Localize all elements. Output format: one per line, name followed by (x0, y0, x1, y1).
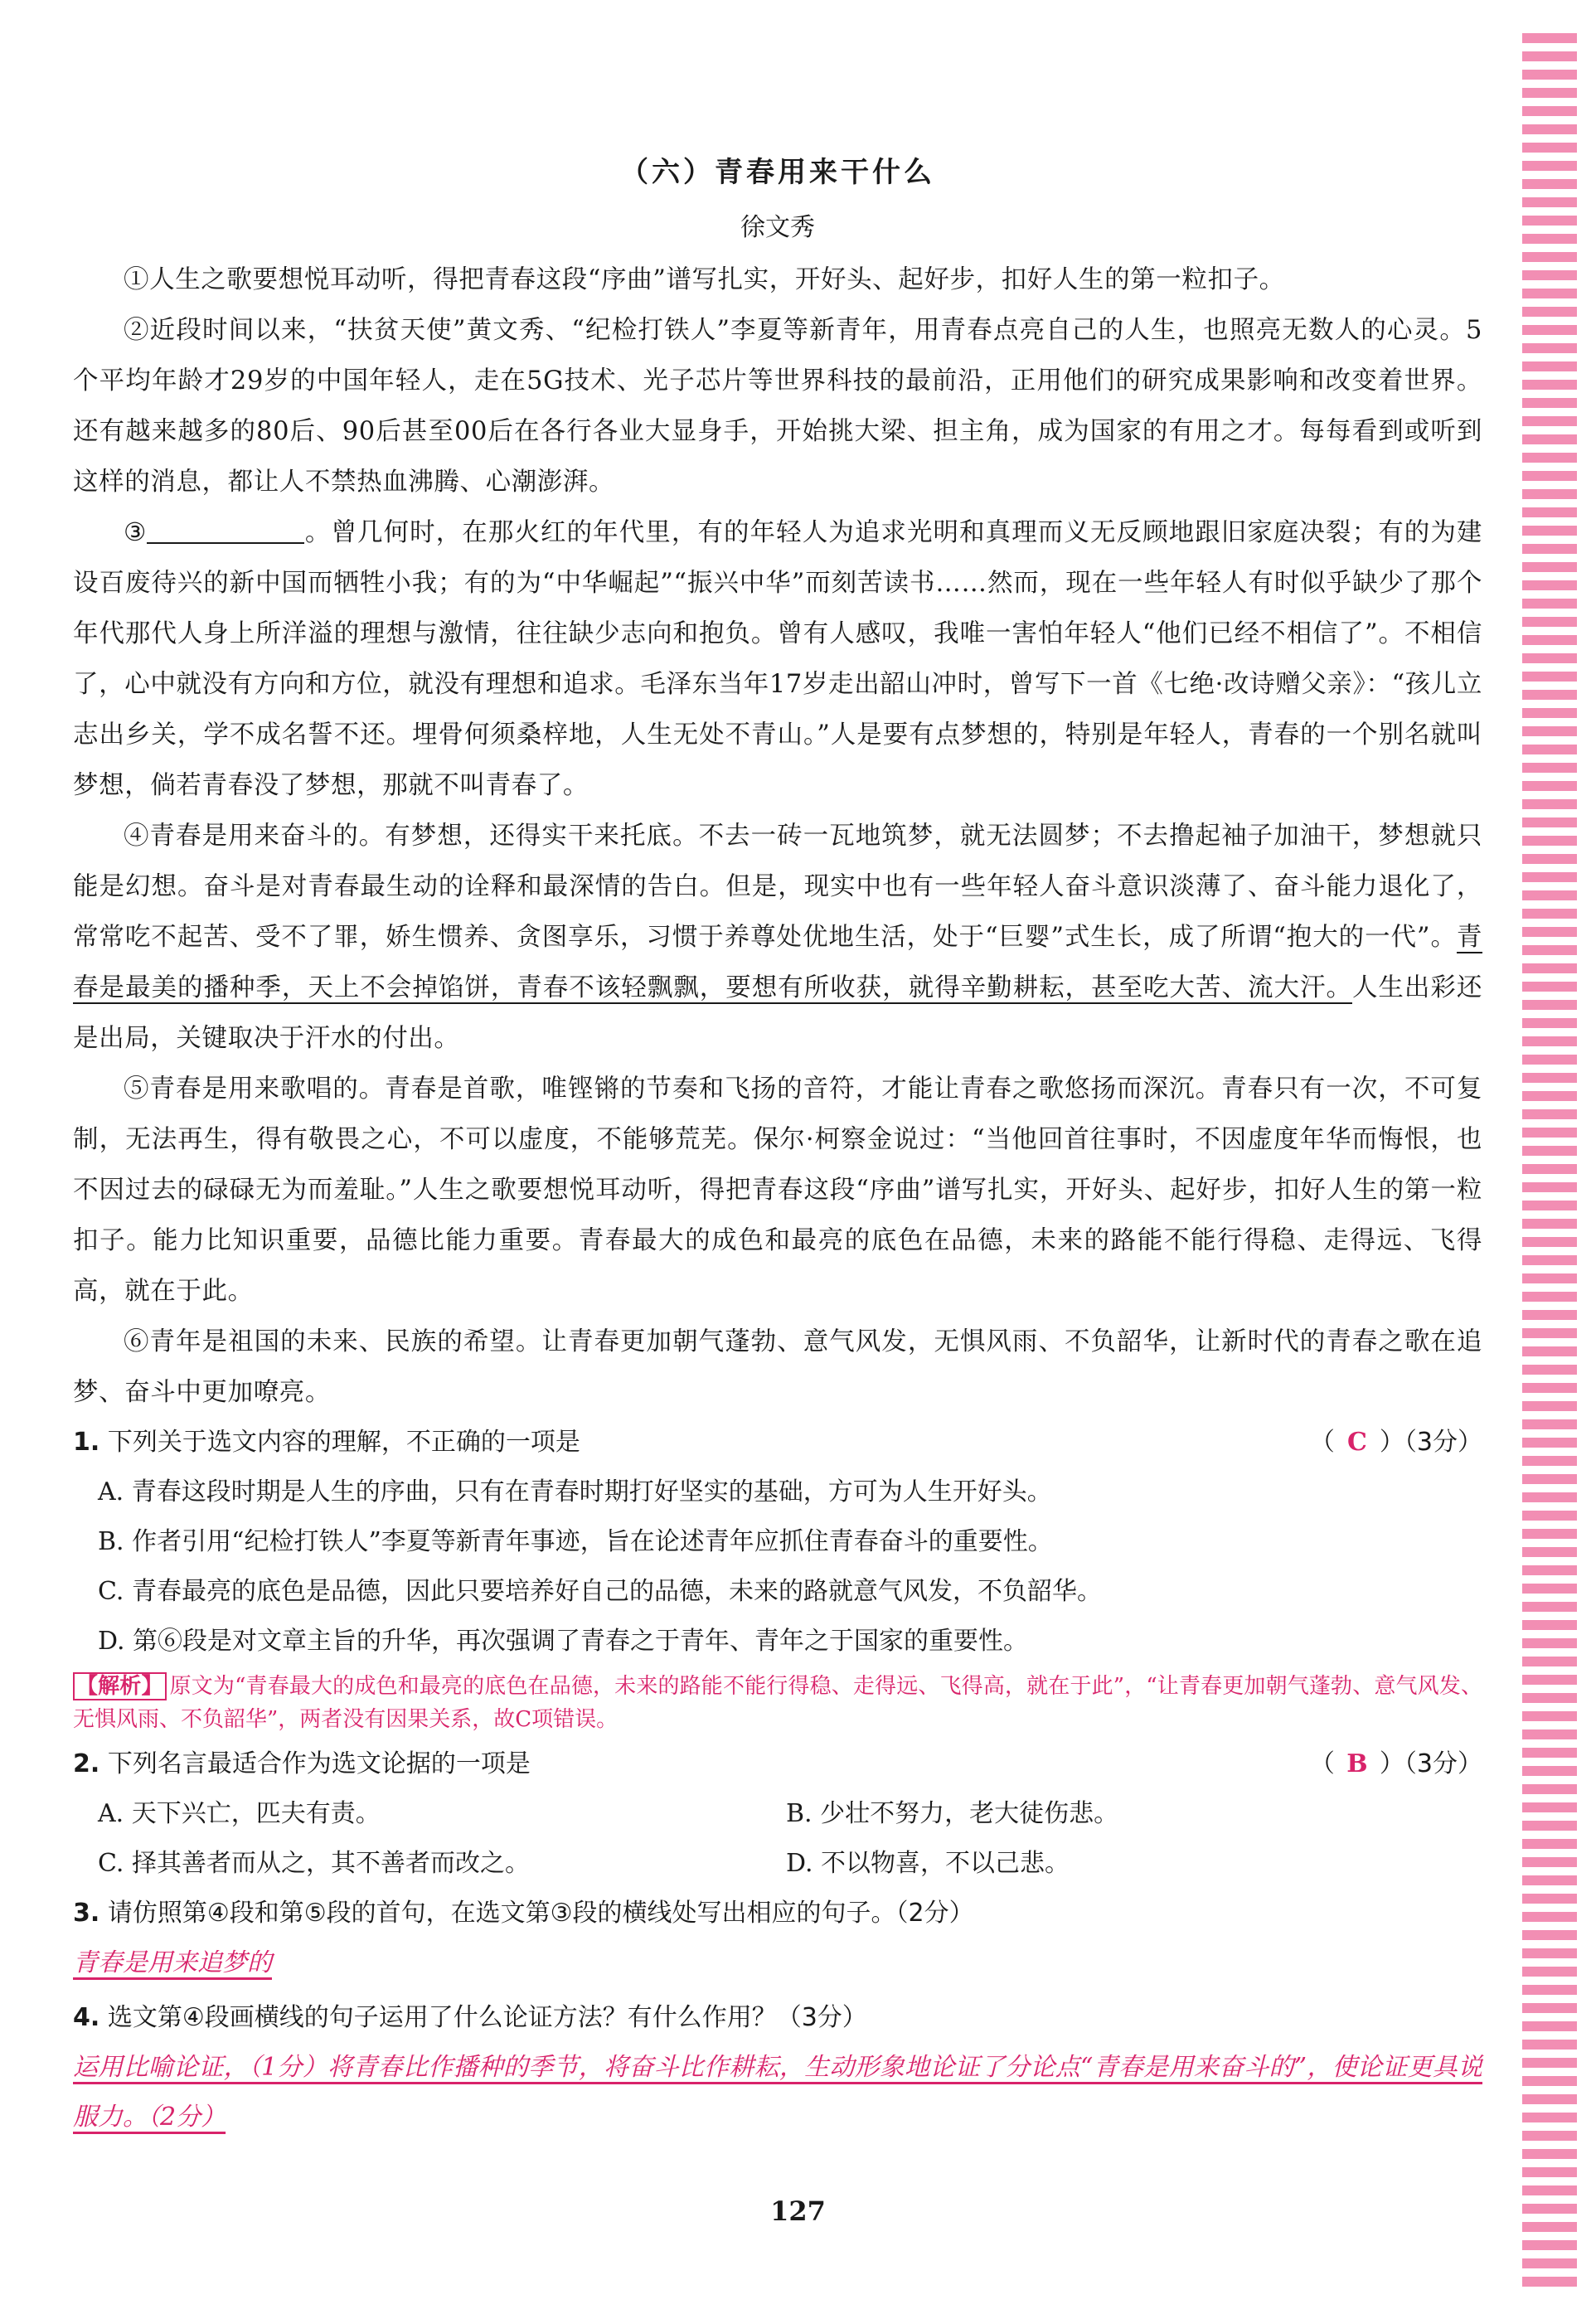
underlined-sentence: 青春是最美的播种季，天上不会掉馅饼，青春不该轻飘飘，要想有所收获，就得辛勤耕耘，甚至吃大苦、流大汗。 (73, 923, 1482, 1002)
question-text: 请仿照第④段和第⑤段的首句，在选文第③段的横线处写出相应的句子。（2分） (107, 1899, 974, 1928)
paragraph-4-text-a: ④青春是用来奋斗的。有梦想，还得实干来托底。不去一砖一瓦地筑梦，就无法圆梦；不去撸起袖子加油干，梦想就只能是幻想。奋斗是对青春最生动的诠释和最深情的告白。但是，现实中也有一些年轻人奋斗意识淡薄了、奋斗能力退化了，常常吃不起苦、受不了罪，娇生惯养、贪图享乐，习惯于养尊处优地生活，处于“巨婴”式生长，成了所谓“抱大的一代”。 (73, 822, 1482, 952)
answer-bracket (1310, 1418, 1482, 1467)
option-a: A. 天下兴亡，匹夫有责。 (98, 1799, 381, 1828)
paren-open: （ (1309, 1428, 1335, 1457)
decorative-stripe-bar (1522, 33, 1577, 2288)
question-3 (73, 1889, 1482, 1938)
article-title: （六）青春用来干什么 (620, 156, 935, 189)
answer-choice: C (1346, 1428, 1367, 1457)
fill-blank-line (147, 517, 304, 545)
analysis-text: 原文为“青春最大的成色和最亮的底色在品德，未来的路能不能行得稳、走得远、飞得高，就在于此”，“让青春更加朝气蓬勃、意气风发、无惧风雨、不负韶华”，两者没有因果关系，故C项错误。 (73, 1674, 1482, 1732)
options-row-2 (73, 1839, 1482, 1889)
question-2 (73, 1739, 1482, 1789)
answer-3: 青春是用来追梦的 (73, 1948, 272, 1977)
option-c: C. 青春最亮的底色是品德，因此只要培养好自己的品德，未来的路就意气风发，不负韶华。 (98, 1577, 1102, 1606)
question-number: 2. (73, 1749, 100, 1778)
paragraph-3 (73, 507, 1482, 811)
option-b: B. 作者引用“纪检打铁人”李夏等新青年事迹，旨在论述青年应抓住青春奋斗的重要性。 (98, 1527, 1053, 1556)
question-number: 3. (73, 1899, 100, 1928)
option-d: D. 第⑥段是对文章主旨的升华，再次强调了青春之于青年、青年之于国家的重要性。 (98, 1627, 1029, 1656)
option-d: D. 不以物喜，不以己悲。 (786, 1849, 1070, 1878)
option-b: B. 少壮不努力，老大徒伤悲。 (786, 1799, 1119, 1828)
paragraph-4-text-b: 人生出彩还是出局，关键取决于汗水的付出。 (73, 973, 1482, 1053)
option-c: C. 择其善者而从之，其不善者而改之。 (98, 1849, 530, 1878)
answer-bracket (1310, 1739, 1482, 1789)
option-a: A. 青春这段时期是人生的序曲，只有在青春时期打好坚实的基础，方可为人生开好头。 (98, 1477, 1052, 1506)
page-content (73, 149, 1482, 2147)
paragraph-4 (73, 811, 1482, 1064)
answer-choice: B (1346, 1749, 1368, 1778)
question-4 (73, 1993, 1482, 2043)
question-number: 4. (73, 2003, 100, 2032)
paragraph-3-text: 。曾几何时，在那火红的年代里，有的年轻人为追求光明和真理而义无反顾地跟旧家庭决裂；有的为建设百废待兴的新中国而牺牲小我；有的为“中华崛起”“振兴中华”而刻苦读书……然而，现在一些年轻人有时似乎缺少了那个年代那代人身上所洋溢的理想与激情，往往缺少志向和抱负。曾有人感叹，我唯一害怕年轻人“他们已经不相信了”。不相信了，心中就没有方向和方位，就没有理想和追求。毛泽东当年17岁走出韶山冲时，曾写下一首《七绝·改诗赠父亲》：“孩儿立志出乡关，学不成名誓不还。埋骨何须桑梓地，人生无处不青山。”人是要有点梦想的，特别是年轻人，青春的一个别名就叫梦想，倘若青春没了梦想，那就不叫青春了。 (73, 518, 1482, 800)
paren-close-score: ）（3分） (1379, 1428, 1482, 1457)
paragraph-5: ⑤青春是用来歌唱的。青春是首歌，唯铿锵的节奏和飞扬的音符，才能让青春之歌悠扬而深沉。青春只有一次，不可复制，无法再生，得有敬畏之心，不可以虚度，不能够荒芜。保尔·柯察金说过：“当他回首往事时，不因虚度年华而悔恨，也不因过去的碌碌无为而羞耻。”人生之歌要想悦耳动听，得把青春这段“序曲”谱写扎实，开好头、起好步，扣好人生的第一粒扣子。能力比知识重要，品德比能力重要。青春最大的成色和最亮的底色在品德，未来的路能不能行得稳、走得远、飞得高，就在于此。 (73, 1075, 1482, 1306)
article-author: 徐文秀 (740, 213, 815, 242)
paragraph-6: ⑥青年是祖国的未来、民族的希望。让青春更加朝气蓬勃、意气风发，无惧风雨、不负韶华，让新时代的青春之歌在追梦、奋斗中更加嘹亮。 (73, 1327, 1482, 1407)
analysis-tag: 【解析】 (73, 1672, 167, 1700)
page-number: 127 (770, 2195, 826, 2227)
paren-close-score: ）（3分） (1379, 1749, 1482, 1778)
question-text: 选文第④段画横线的句子运用了什么论证方法？有什么作用？（3分） (107, 2003, 867, 2032)
options-row-1 (73, 1789, 1482, 1839)
question-text: 下列关于选文内容的理解，不正确的一项是 (107, 1428, 580, 1457)
analysis-block (73, 1670, 1482, 1736)
paragraph-3-number: ③ (124, 518, 148, 547)
answer-4: 运用比喻论证，（1分）将青春比作播种的季节，将奋斗比作耕耘，生动形象地论证了分论点“青春是用来奋斗的”，使论证更具说服力。（2分） (73, 2053, 1482, 2132)
paren-open: （ (1309, 1749, 1335, 1778)
question-1 (73, 1418, 1482, 1467)
question-number: 1. (73, 1428, 100, 1457)
paragraph-2: ②近段时间以来，“扶贫天使”黄文秀、“纪检打铁人”李夏等新青年，用青春点亮自己的人生，也照亮无数人的心灵。5个平均年龄才29岁的中国年轻人，走在5G技术、光子芯片等世界科技的最前沿，正用他们的研究成果影响和改变着世界。还有越来越多的80后、90后甚至00后在各行各业大显身手，开始挑大梁、担主角，成为国家的有用之才。每每看到或听到这样的消息，都让人不禁热血沸腾、心潮澎湃。 (73, 316, 1482, 497)
question-text: 下列名言最适合作为选文论据的一项是 (107, 1749, 531, 1778)
paragraph-1: ①人生之歌要想悦耳动听，得把青春这段“序曲”谱写扎实，开好头、起好步，扣好人生的第一粒扣子。 (124, 265, 1285, 294)
